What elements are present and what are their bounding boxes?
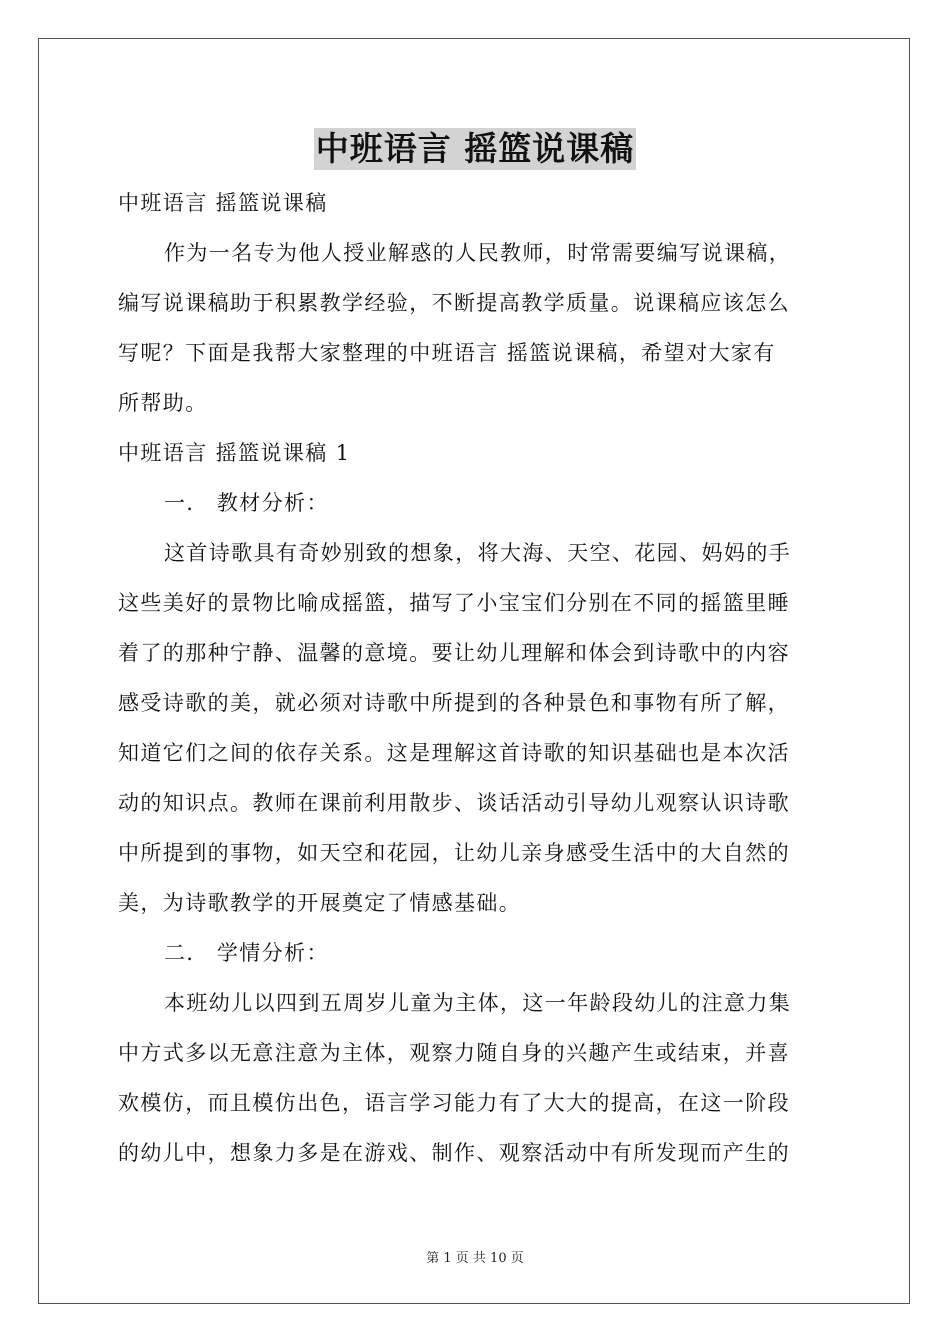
body-text-line: 美，为诗歌教学的开展奠定了情感基础。 bbox=[118, 891, 522, 915]
body-text-line: 中所提到的事物，如天空和花园，让幼儿亲身感受生活中的大自然的 bbox=[118, 841, 790, 865]
body-text-line: 知道它们之间的依存关系。这是理解这首诗歌的知识基础也是本次活 bbox=[118, 741, 790, 765]
body-text-line: 的幼儿中，想象力多是在游戏、制作、观察活动中有所发现而产生的 bbox=[118, 1141, 790, 1165]
body-text-line: 本班幼儿以四到五周岁儿童为主体，这一年龄段幼儿的注意力集 bbox=[164, 991, 792, 1015]
body-text-line: 这些美好的景物比喻成摇篮，描写了小宝宝们分别在不同的摇篮里睡 bbox=[118, 591, 790, 615]
document-title: 中班语言 摇篮说课稿 bbox=[315, 129, 635, 168]
body-text-line: 中方式多以无意注意为主体，观察力随自身的兴趣产生或结束，并喜 bbox=[118, 1041, 790, 1065]
body-text-line: 一． 教材分析： bbox=[164, 491, 329, 515]
document-body bbox=[118, 178, 832, 1178]
body-text-line: 动的知识点。教师在课前利用散步、谈话活动引导幼儿观察认识诗歌 bbox=[118, 791, 790, 815]
body-text-line: 着了的那种宁静、温馨的意境。要让幼儿理解和体会到诗歌中的内容 bbox=[118, 641, 790, 665]
body-text-line: 所帮助。 bbox=[118, 391, 208, 415]
body-text-line: 中班语言 摇篮说课稿 1 bbox=[118, 441, 351, 465]
title-container bbox=[0, 128, 950, 170]
page-footer: 第 1 页 共 10 页 bbox=[426, 1251, 524, 1266]
body-text-line: 感受诗歌的美，就必须对诗歌中所提到的各种景色和事物有所了解， bbox=[118, 691, 790, 715]
body-text-line: 二． 学情分析： bbox=[164, 941, 329, 965]
body-text-line: 欢模仿，而且模仿出色，语言学习能力有了大大的提高，在这一阶段 bbox=[118, 1091, 790, 1115]
body-text-line: 这首诗歌具有奇妙别致的想象，将大海、天空、花园、妈妈的手 bbox=[164, 541, 792, 565]
body-text-line: 作为一名专为他人授业解惑的人民教师，时常需要编写说课稿， bbox=[164, 241, 792, 265]
body-text-line: 写呢？下面是我帮大家整理的中班语言 摇篮说课稿，希望对大家有 bbox=[118, 341, 776, 365]
body-text-line: 编写说课稿助于积累教学经验，不断提高教学质量。说课稿应该怎么 bbox=[118, 291, 790, 315]
body-text-line: 中班语言 摇篮说课稿 bbox=[118, 191, 328, 215]
